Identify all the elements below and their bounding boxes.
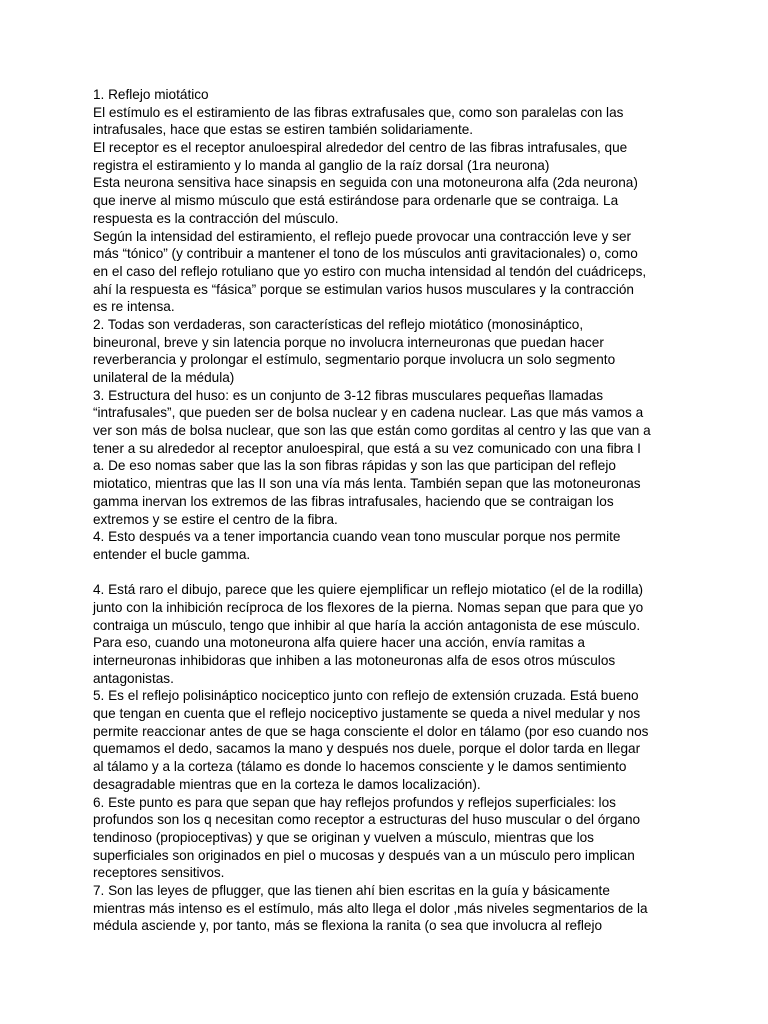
text-line: El receptor es el receptor anuloespiral alrededor del centro de las fibras intrafusales, que (93, 140, 628, 156)
text-line: superficiales son originados en piel o mucosas y después van a un músculo pero implican (93, 847, 635, 863)
text-line: al tálamo y a la corteza (tálamo es donde lo hacemos consciente y le damos sentimiento (93, 759, 627, 775)
text-line: ahí la respuesta es “fásica” porque se estimulan varios husos musculares y la contracción (93, 281, 634, 297)
document-body (93, 86, 683, 935)
text-line: Esta neurona sensitiva hace sinapsis en seguida con una motoneurona alfa (2da neurona) (93, 175, 638, 191)
text-line: reverberancia y prolongar el estímulo, segmentario porque involucra un solo segmento (93, 352, 616, 368)
text-line: 5. Es el reflejo polisináptico nociceptico junto con reflejo de extensión cruzada. Está bueno (93, 688, 639, 704)
text-line: El estímulo es el estiramiento de las fibras extrafusales que, como son paralelas con las (93, 104, 624, 120)
text-line: profundos son los q necesitan como receptor a estructuras del huso muscular o del órgano (93, 812, 641, 828)
text-line: desagradable mientras que en la corteza le damos localización). (93, 776, 481, 792)
text-line: antagonistas. (93, 670, 174, 686)
text-line: ver son más de bolsa nuclear, que son las que están como gorditas al centro y las que van a (93, 423, 651, 439)
text-line: respuesta es la contracción del músculo. (93, 210, 339, 226)
text-line: extremos y se estire el centro de la fibra. (93, 511, 338, 527)
text-line: entender el bucle gamma. (93, 546, 251, 562)
text-line: gamma inervan los extremos de las fibras intrafusales, haciendo que se contraigan los (93, 493, 614, 509)
text-line: 4. Esto después va a tener importancia cuando vean tono muscular porque nos permite (93, 529, 621, 545)
text-line: contraiga un músculo, tengo que inhibir al que haría la acción antagonista de ese músculo. (93, 617, 641, 633)
text-line: mientras más intenso es el estímulo, más alto llega el dolor ,más niveles segmentarios de la (93, 900, 648, 916)
text-line: receptores sensitivos. (93, 865, 225, 881)
text-line: unilateral de la médula) (93, 370, 235, 385)
text-line: bineuronal, breve y sin latencia porque no involucra interneuronas que puedan hacer (93, 334, 604, 350)
blank-line (93, 564, 683, 582)
text-line: es re intensa. (93, 299, 175, 315)
text-line: que tengan en cuenta que el reflejo nociceptivo justamente se queda a nivel medular y nos (93, 706, 641, 722)
text-line: Según la intensidad del estiramiento, el reflejo puede provocar una contracción leve y ser (93, 228, 632, 244)
text-line: miotatico, mientras que las II son una vía más lenta. También sepan que las motoneuronas (93, 476, 641, 492)
text-line: 7. Son las leyes de pflugger, que las tienen ahí bien escritas en la guía y básicamente (93, 882, 610, 898)
text-line: 6. Este punto es para que sepan que hay reflejos profundos y reflejos superficiales: los (93, 794, 616, 810)
text-line: tener a su alrededor al receptor anuloespiral, que está a su vez comunicado con una fibra I (93, 440, 641, 456)
text-line: intrafusales, hace que estas se estiren también solidariamente. (93, 122, 474, 138)
text-line: que inerve al mismo músculo que está estirándose para ordenarle que se contraiga. La (93, 193, 619, 209)
text-line: 2. Todas son verdaderas, son características del reflejo miotático (monosináptico, (93, 316, 584, 332)
text-line: médula asciende y, por tanto, más se flexiona la ranita (o sea que involucra al reflejo (93, 918, 603, 934)
text-line: “intrafusales”, que pueden ser de bolsa nuclear y en cadena nuclear. Las que más vamos a (93, 405, 644, 421)
text-line: junto con la inhibición recíproca de los flexores de la pierna. Nomas sepan que para que yo (93, 599, 644, 615)
text-line: 1. Reflejo miotático (93, 87, 209, 102)
text-line: quemamos el dedo, sacamos la mano y después nos duele, porque el dolor tarda en llegar (93, 741, 641, 757)
text-line: permite reaccionar antes de que se haga consciente el dolor en tálamo (por eso cuando nos (93, 723, 649, 739)
text-line: interneuronas inhibidoras que inhiben a las motoneuronas alfa de esos otros músculos (93, 653, 616, 668)
text-line: Para eso, cuando una motoneurona alfa quiere hacer una acción, envía ramitas a (93, 635, 585, 651)
text-line: 4. Está raro el dibujo, parece que les quiere ejemplificar un reflejo miotatico (el de la rodilla) (93, 582, 644, 598)
text-line: tendinoso (propioceptivas) y que se originan y vuelven a músculo, mientras que los (93, 829, 594, 845)
text-line: registra el estiramiento y lo manda al ganglio de la raíz dorsal (1ra neurona) (93, 157, 550, 173)
text-line: 3. Estructura del huso: es un conjunto de 3-12 fibras musculares pequeñas llamadas (93, 387, 604, 403)
text-line: en el caso del reflejo rotuliano que yo estiro con mucha intensidad al tendón del cuádriceps, (93, 263, 647, 279)
text-line: a. De eso nomas saber que las la son fibras rápidas y son las que participan del reflejo (93, 458, 616, 474)
text-line: más “tónico” (y contribuir a mantener el tono de los músculos anti gravitacionales) o, como (93, 246, 638, 262)
